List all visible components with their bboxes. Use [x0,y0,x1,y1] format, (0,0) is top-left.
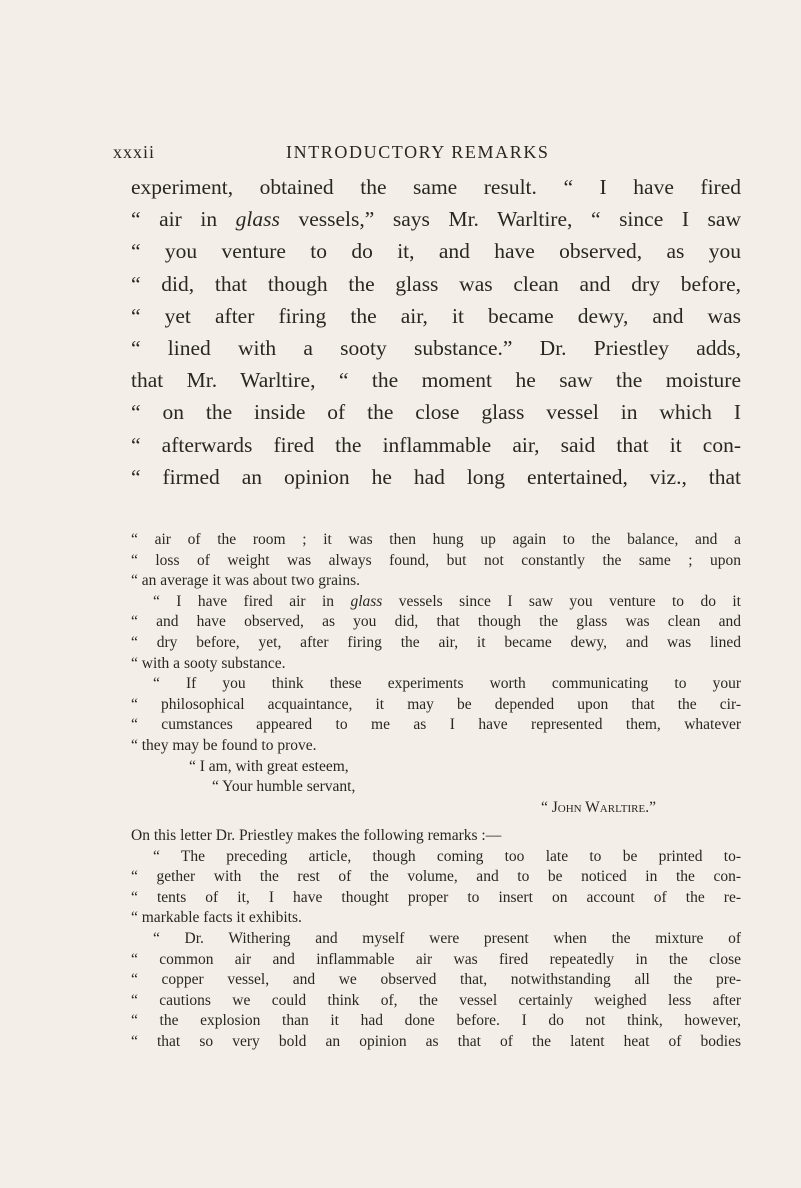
body-line: “ on the inside of the close glass vessel in which I [131,400,741,425]
remarks-line: “ the explosion than it had done before. I do not think, however, [131,1012,741,1030]
remarks-line: “ that so very bold an opinion as that of the latent heat of bodies [131,1032,741,1050]
quote-line: “ I have fired air in glass vessels since I saw you venture to do it [153,592,741,610]
emphasis: glass [350,592,383,610]
body-line: “ you venture to do it, and have observed, as you [131,239,741,264]
priestley-remarks [131,826,741,1053]
body-line: experiment, obtained the same result. “ I have fired [131,175,741,199]
quote-line: “ cumstances appeared to me as I have represented them, whatever [131,716,741,734]
remarks-line: “ copper vessel, and we observed that, notwithstanding all the pre- [131,971,741,989]
remarks-intro: On this letter Dr. Priestley makes the following remarks :— [131,827,502,844]
remarks-line: “ markable facts it exhibits. [131,909,302,927]
quote-closing: “ I am, with great esteem, [189,757,349,775]
quote-line: “ philosophical acquaintance, it may be depended upon that the cir- [131,695,741,713]
quote-line: “ and have observed, as you did, that though the glass was clean and [131,613,741,631]
quote-line: “ air of the room ; it was then hung up again to the balance, and a [131,531,741,548]
remarks-line: “ common air and inflammable air was fired repeatedly in the close [131,950,741,968]
page-header [113,142,733,166]
remarks-line: “ Dr. Withering and myself were present when the mixture of [153,929,741,947]
body-line: “ afterwards fired the inflammable air, said that it con- [131,432,741,457]
page-number: xxxii [113,142,156,162]
body-line: “ air in glass vessels,” says Mr. Warltire, “ since I saw [131,207,741,232]
quote-closing: “ Your humble servant, [212,778,356,796]
body-text [131,171,741,493]
quote-signature: “ John Warltire.” [540,798,656,816]
body-line: “ did, that though the glass was clean and dry before, [131,271,741,296]
quote-line: “ dry before, yet, after firing the air, it became dewy, and was lined [131,633,741,651]
quote-line: “ loss of weight was always found, but not constantly the same ; upon [131,551,741,569]
quote-line: “ an average it was about two grains. [131,572,360,590]
emphasis: glass [235,207,280,232]
quote-line: “ they may be found to prove. [131,736,317,754]
body-line: “ firmed an opinion he had long entertained, viz., that [131,464,741,489]
body-line: “ lined with a sooty substance.” Dr. Priestley adds, [131,335,741,360]
quote-line: “ with a sooty substance. [131,654,286,672]
running-head: INTRODUCTORY REMARKS [286,142,550,162]
letter-quote [131,530,741,818]
remarks-line: “ tents of it, I have thought proper to insert on account of the re- [131,888,741,906]
remarks-line: “ cautions we could think of, the vessel certainly weighed less after [131,991,741,1009]
remarks-line: “ gether with the rest of the volume, and to be noticed in the con- [131,868,741,886]
quote-line: “ If you think these experiments worth communicating to your [153,675,741,693]
body-line: “ yet after firing the air, it became dewy, and was [131,303,741,328]
body-line: that Mr. Warltire, “ the moment he saw the moisture [131,368,741,393]
remarks-line: “ The preceding article, though coming too late to be printed to- [153,847,741,865]
